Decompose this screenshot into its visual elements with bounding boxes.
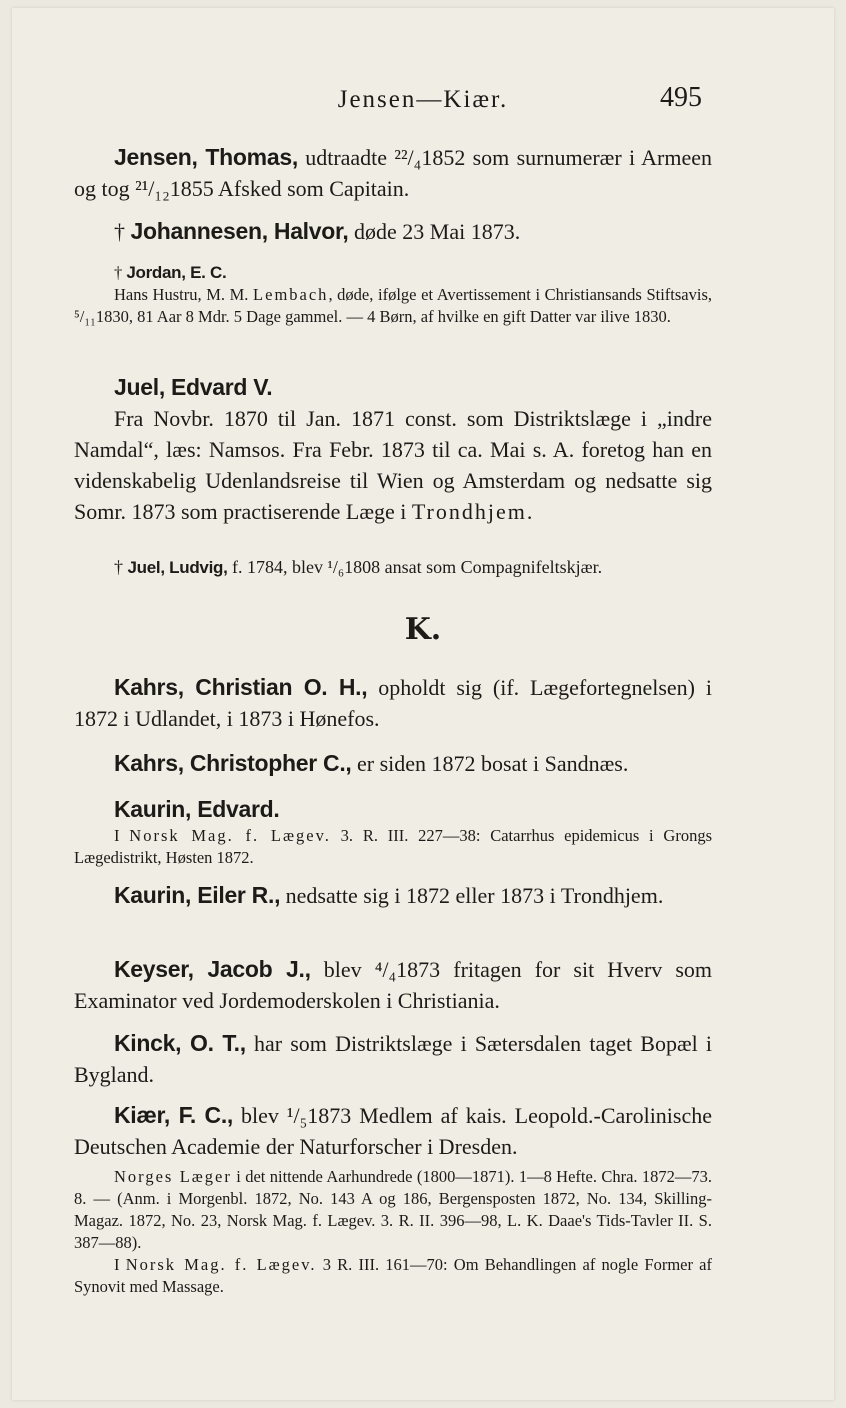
entry-text: døde 23 Mai 1873. [348,219,521,244]
headword: Kahrs, Christopher C., [114,750,352,776]
entry-juel-ludvig [74,556,712,579]
running-head: Jensen—Kiær. [337,86,509,113]
entry-text: Fra Novbr. 1870 til Jan. 1871 const. som Distriktslæge i „indre Namdal“, læs: Namsos. Fra Febr. 1873 til ca. Mai s. A. foretog han en videnskabelig Udenlandsreise til Wien og Amsterdam og nedsatte sig Somr. 1873 som practiserende Læge i [74,406,712,524]
entry-kaurin-edvard [74,794,712,869]
headword: Kaurin, Eiler R., [114,882,281,908]
headword: Jensen, Thomas, [114,144,298,170]
note-text: , døde, ifølge et Avertissement i Christiansands Stiftsavis, ⁵/₁₁1830, 81 Aar 8 Mdr. 5 Dage gammel. — 4 Børn, af hvilke en gift Datter var ilive 1830. [74,285,712,326]
note-text: 3 R. III. 161—70: Om Behandlingen af nogle Former af Synovit med Massage. [74,1255,712,1296]
entry-kinck-ot [74,1028,712,1090]
headword: Kiær, F. C., [114,1102,234,1128]
headword: Johannesen, Halvor, [130,218,349,244]
dagger-mark: † [114,219,131,244]
entry-kiaer-fc [74,1100,712,1298]
entry-kaurin-eiler [74,880,712,911]
entry-juel-edvard [74,372,712,527]
entry-jensen-thomas [74,142,712,204]
note-text: i det nittende Aarhundrede (1800—1871). 1—8 Hefte. Chra. 1872—73. 8. — (Anm. i Morgenbl. 1872, No. 143 A og 186, Bergensposten 1872, No. 134, Skilling-Magaz. 1872, No. 23, Norsk Mag. f. Lægev. 3. R. II. 396—98, L. K. Daae's Tids-Tavler II. S. 387—88). [74,1167,713,1252]
entry-johannesen-halvor [74,216,712,247]
note-text: I [114,1255,126,1274]
headword: Keyser, Jacob J., [114,956,311,982]
note-text: Hans Hustru, M. M. [114,285,254,304]
place-name: Trondhjem [411,499,527,524]
headword: Juel, Edvard V. [114,374,273,400]
headword: Kinck, O. T., [114,1030,246,1056]
entry-keyser-jacob [74,954,712,1016]
entry-text: har som Distriktslæge i Sætersdalen taget Bopæl i Bygland. [74,1031,713,1087]
journal-title: Norsk Mag. f. Lægev. [125,1255,317,1274]
entry-text: . [526,499,533,524]
note-name: Lembach [253,285,329,304]
entry-text: er siden 1872 bosat i Sandnæs. [351,751,629,776]
entry-text: udtraadte ²²/₄1852 som surnumerær i Armeen og tog ²¹/₁₂1855 Afsked som Capitain. [74,145,712,201]
entry-text: opholdt sig (if. Lægefortegnelsen) i 1872 i Udlandet, i 1873 i Hønefos. [74,675,712,731]
entry-kahrs-christopher [74,748,712,779]
headword: Kaurin, Edvard. [114,796,280,822]
headword: Jordan, E. C. [126,263,227,282]
note-text: 3. R. III. 227—38: Catarrhus epidemicus i Grongs Lægedistrikt, Høsten 1872. [74,826,712,867]
section-letter: K. [404,612,442,647]
note-text: I [114,826,130,845]
entry-jordan-ec [74,262,712,328]
entry-text: f. 1784, blev ¹/₆1808 ansat som Compagnifeltskjær. [227,557,603,577]
entry-text: blev ¹/₅1873 Medlem af kais. Leopold.-Carolinische Deutschen Academie der Naturforscher i Dresden. [74,1103,713,1159]
dagger-mark: † [114,557,128,577]
headword: Kahrs, Christian O. H., [114,674,368,700]
entry-text: nedsatte sig i 1872 eller 1873 i Trondhjem. [280,883,664,908]
journal-title: Norsk Mag. f. Lægev. [129,826,331,845]
headword: Juel, Ludvig, [127,558,228,577]
entry-kahrs-christian [74,672,712,734]
entry-text: blev ⁴/₄1873 fritagen for sit Hverv som Examinator ved Jordemoderskolen i Christiania. [74,957,713,1013]
dagger-mark: † [114,263,127,282]
book-title: Norges Læger [114,1167,232,1186]
page-number: 495 [660,82,702,113]
